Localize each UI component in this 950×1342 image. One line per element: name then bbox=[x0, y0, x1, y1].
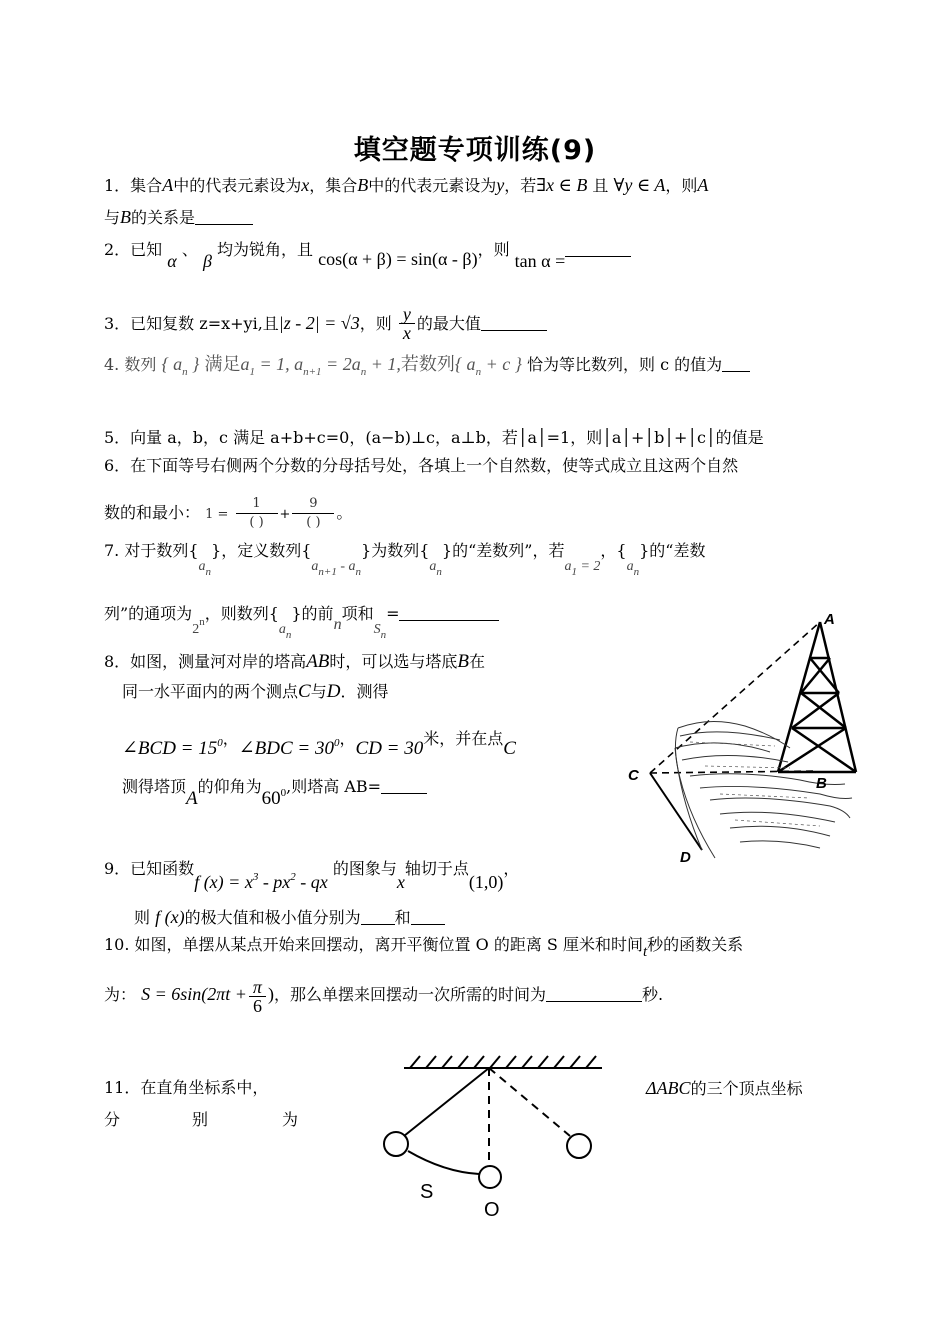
fig-label-S: S bbox=[420, 1181, 434, 1203]
fig-label-O: O bbox=[484, 1199, 500, 1221]
answer-blank[interactable] bbox=[361, 908, 395, 925]
page-title: 填空题专项训练(9) bbox=[353, 135, 597, 166]
answer-blank[interactable] bbox=[481, 314, 547, 331]
question-3: 3．已知复数 z=x+yi,且|z - 2| = √3，则 $\frac{y}{x}$ 的最大值 bbox=[104, 305, 547, 342]
fig-label-D: D bbox=[680, 849, 691, 866]
question-8-line-4: 测得塔顶A的仰角为$60^0$,则塔高 AB= bbox=[122, 770, 427, 798]
question-9-line-1: 9．已知函数f $(x) = x^3 - px^2$ - qx 的图象与x轴切于点(1,0)， bbox=[104, 859, 520, 892]
question-6-line-2: 数的和最小： 1 = $\frac{1}{( )}$ + $\frac{9}{( )}$ 。 bbox=[104, 496, 353, 530]
question-11-right: ΔABC的三个顶点坐标 bbox=[646, 1078, 803, 1098]
question-6-line-1: 6．在下面等号右侧两个分数的分母括号处，各填上一个自然数，使等式成立且这两个自然 bbox=[104, 456, 739, 475]
question-8-line-3: ∠BCD = $15^0$，∠BDC = $30^0$，CD = 30米，并在点C bbox=[122, 729, 516, 759]
tower-figure bbox=[620, 608, 860, 870]
fig-label-A: A bbox=[824, 611, 835, 628]
question-7-line-1: 7. 对于数列$\{a_n\}$，定义数列$\{a_{n+1} - a_n\}$为数列$\{a_n\}$的“差数列”，若$a_1 = 2$，$\{a_n\}$的“差数 bbox=[104, 541, 706, 578]
question-4: 4. 数列 { $a_n$ } 满足$a_1 = 1$, $a_{n+1} = 2a_n + 1$,若数列{ $a_n + c$ } 恰为等比数列，则 c 的值为 bbox=[104, 353, 750, 383]
answer-blank[interactable] bbox=[546, 985, 642, 1002]
pendulum-figure bbox=[374, 1048, 604, 1223]
answer-blank[interactable] bbox=[722, 355, 750, 372]
question-8-line-2: 同一水平面内的两个测点C与D．测得 bbox=[122, 681, 389, 702]
answer-blank[interactable] bbox=[381, 777, 427, 794]
question-1-line-1: 1．集合A中的代表元素设为x，集合B中的代表元素设为y，若∃x ∈ B 且 ∀y ∈ A，则A bbox=[104, 175, 709, 195]
fig-label-C: C bbox=[628, 767, 639, 784]
question-5: 5．向量 a，b，c 满足 a+b+c=0，(a−b)⊥c，a⊥b，若│a│=1，则│a│+│b│+│c│的值是 bbox=[104, 428, 764, 447]
question-11-line-2: 分 别 为 bbox=[104, 1110, 299, 1129]
question-9-line-2: 则 f (x)的极大值和极小值分别为 和 bbox=[134, 906, 445, 929]
answer-blank[interactable] bbox=[399, 604, 499, 621]
fig-label-B: B bbox=[816, 775, 827, 792]
question-8-line-1: 8．如图，测量河对岸的塔高AB时，可以选与塔底B在 bbox=[104, 651, 486, 672]
question-10-line-1: 10. 如图，单摆从某点开始来回摆动，离开平衡位置 O 的距离 S 厘米和时间t秒的函数关系 bbox=[104, 935, 744, 960]
answer-blank[interactable] bbox=[195, 208, 253, 225]
question-1-line-2: 与B的关系是 bbox=[104, 206, 253, 229]
answer-blank[interactable] bbox=[565, 240, 631, 257]
question-10-line-2: 为： S = 6sin(2πt + $\frac{\pi}{6}$ )，那么单摆来回摆动一次所需的时间为 秒. bbox=[104, 977, 664, 1016]
question-2: 2．已知 α 、 β 均为锐角，且 cos(α + β) = sin(α - β)，则 tan α = bbox=[104, 238, 631, 261]
answer-blank[interactable] bbox=[411, 908, 445, 925]
question-11-line-1: 11．在直角坐标系中， bbox=[104, 1078, 269, 1097]
question-7-line-2: 列”的通项为2$^n$，则数列$\{a_n\}$的前n项和$S_n=$ bbox=[104, 597, 499, 632]
